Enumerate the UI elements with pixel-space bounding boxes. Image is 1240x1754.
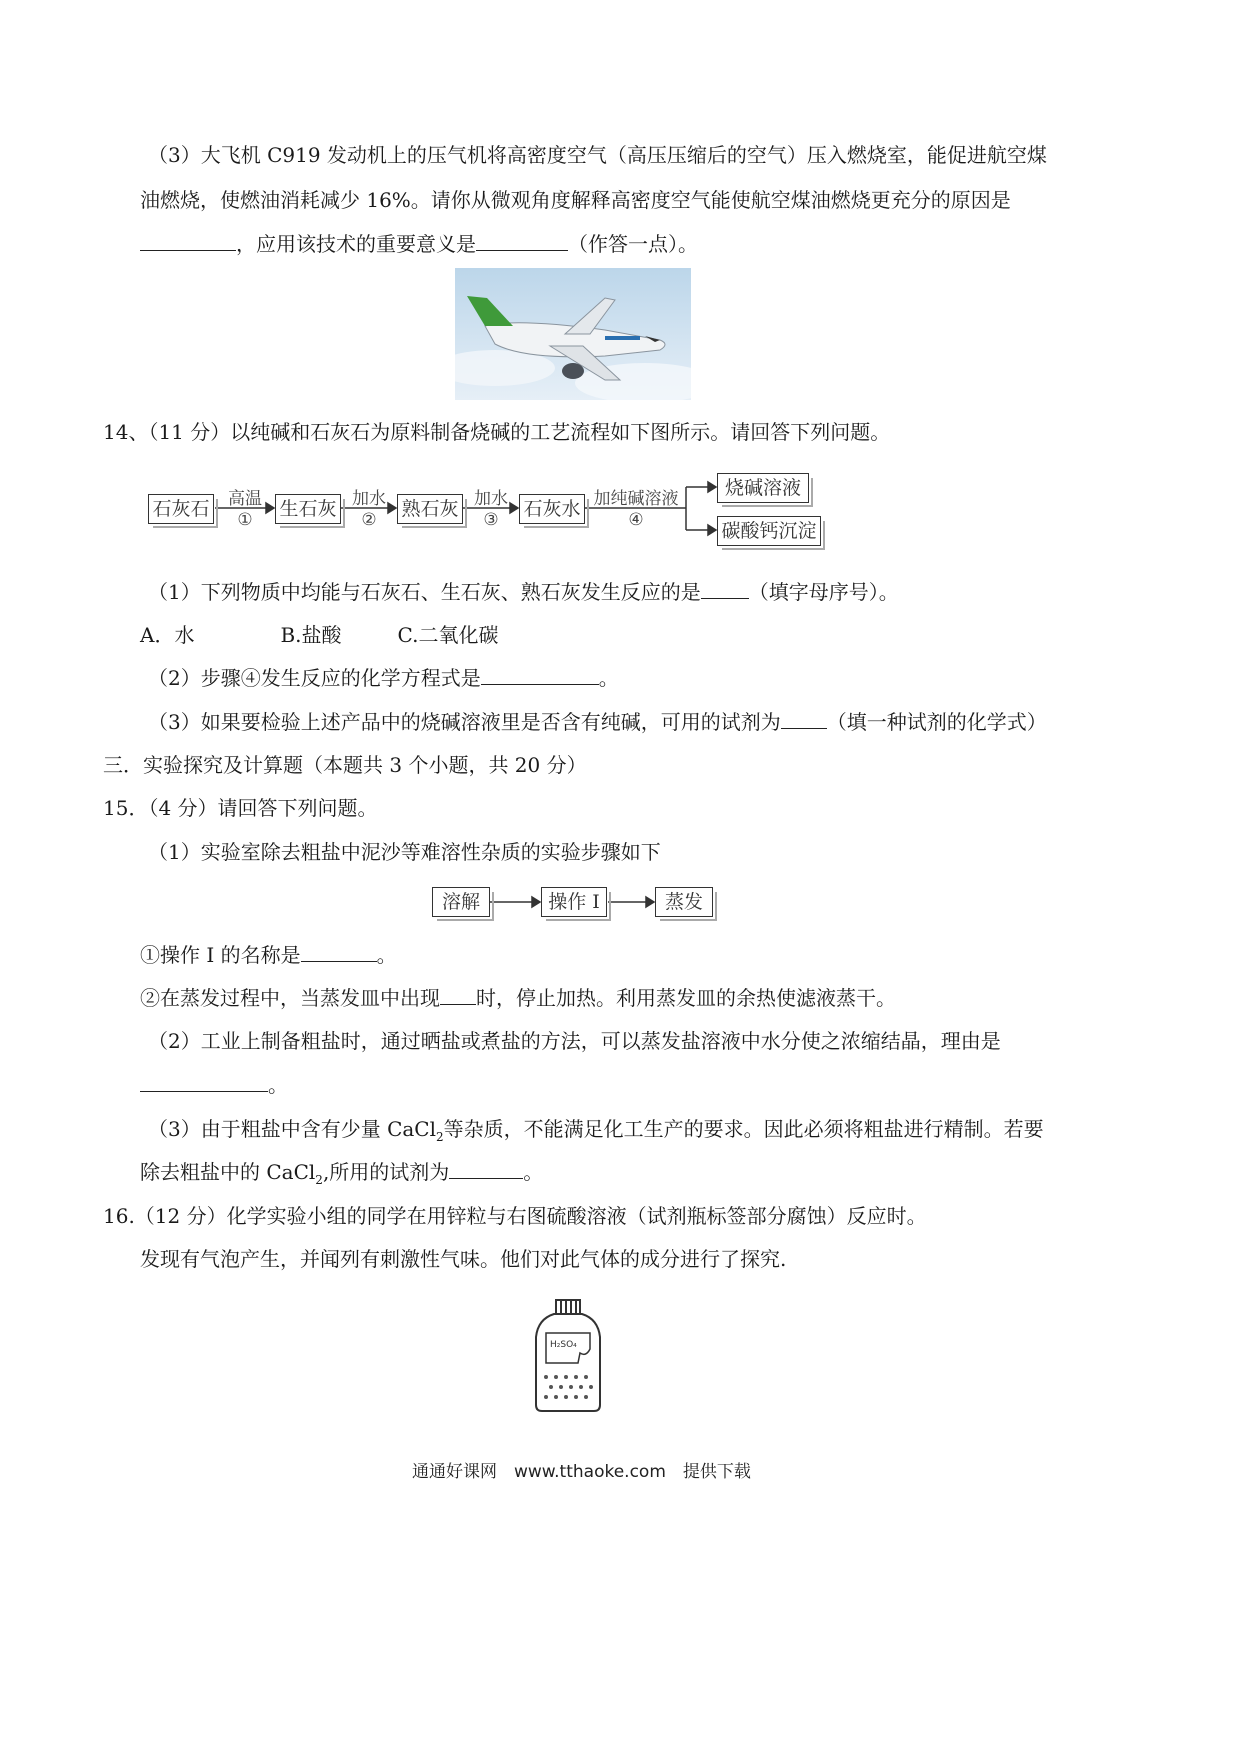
airplane-image — [455, 268, 691, 400]
step-2-num: ② — [361, 510, 377, 530]
q14-p2-end: 。 — [598, 666, 619, 690]
answer-blank[interactable] — [449, 1158, 523, 1179]
q15-p2-cont — [140, 1071, 288, 1099]
answer-blank[interactable] — [476, 230, 568, 251]
q15-flow-diagram — [432, 884, 722, 924]
step-4-num: ④ — [628, 510, 644, 530]
q14-p2-text: （2）步骤④发生反应的化学方程式是 — [148, 666, 481, 690]
q15-s1 — [140, 941, 397, 969]
flow-box-evaporate: 蒸发 — [655, 887, 713, 917]
flow-box-caustic-soda: 烧碱溶液 — [717, 473, 809, 503]
flow-box-operation-1: 操作 I — [541, 887, 607, 917]
q15-s1-text: ①操作 I 的名称是 — [140, 943, 301, 967]
step-4-label: 加纯碱溶液 — [593, 489, 679, 509]
q13-3-line3-end: （作答一点）。 — [568, 232, 698, 256]
answer-blank[interactable] — [301, 941, 377, 962]
q15-p1: （1）实验室除去粗盐中泥沙等难溶性杂质的实验步骤如下 — [148, 840, 661, 864]
q15-s2 — [140, 984, 896, 1012]
flow-box-lime-water: 石灰水 — [519, 494, 585, 524]
reagent-bottle-image — [528, 1297, 608, 1417]
q14-p3 — [148, 708, 1047, 736]
q15-p3-end: 。 — [523, 1160, 544, 1184]
option-c: C.二氧化碳 — [397, 623, 499, 647]
subscript: 2 — [315, 1173, 323, 1187]
page-footer: 通通好课网 www.tthaoke.com 提供下载 — [412, 1462, 751, 1482]
flow-box-quicklime: 生石灰 — [275, 494, 341, 524]
q14-p3-text: （3）如果要检验上述产品中的烧碱溶液里是否含有纯碱，可用的试剂为 — [148, 710, 781, 734]
q15-p3-text-a: （3）由于粗盐中含有少量 CaCl — [148, 1117, 437, 1141]
q14-p3-end: （填一种试剂的化学式） — [826, 710, 1047, 734]
q14-options — [140, 621, 498, 649]
q14-stem: 14、（11 分）以纯碱和石灰石为原料制备烧碱的工艺流程如下图所示。请回答下列问题。 — [103, 420, 891, 444]
q15-p2-end: 。 — [268, 1073, 288, 1097]
answer-blank[interactable] — [440, 984, 476, 1005]
option-b: B.盐酸 — [280, 623, 342, 647]
q14-p2 — [148, 664, 619, 692]
q13-3-line1: （3）大飞机 C919 发动机上的压气机将高密度空气（高压压缩后的空气）压入燃烧室，能促进航空煤 — [148, 143, 1047, 167]
answer-blank[interactable] — [701, 578, 749, 599]
answer-blank[interactable] — [140, 230, 236, 251]
step-2-label: 加水 — [352, 489, 386, 509]
q15-p3-text-d: ,所用的试剂为 — [322, 1160, 450, 1184]
subscript: 2 — [436, 1130, 444, 1144]
answer-blank[interactable] — [140, 1071, 268, 1092]
answer-blank[interactable] — [781, 708, 827, 729]
q14-p1-end: （填字母序号）。 — [748, 580, 899, 604]
q15-s2-text-a: ②在蒸发过程中，当蒸发皿中出现 — [140, 986, 440, 1010]
flow-box-caco3: 碳酸钙沉淀 — [717, 516, 821, 546]
step-1-num: ① — [237, 510, 253, 530]
q15-p3-text-b: 等杂质，不能满足化工生产的要求。因此必须将粗盐进行精制。若要 — [443, 1117, 1044, 1141]
step-3-label: 加水 — [474, 489, 508, 509]
q16-line2: 发现有气泡产生，并闻列有刺激性气味。他们对此气体的成分进行了探究. — [140, 1247, 787, 1271]
q14-flow-diagram — [148, 470, 828, 550]
q15-p3-cont — [140, 1158, 543, 1194]
q14-p1 — [148, 578, 899, 606]
q15-p3-text-c: 除去粗盐中的 CaCl — [140, 1160, 316, 1184]
q13-3-line2: 油燃烧，使燃油消耗减少 16%。请你从微观角度解释高密度空气能使航空煤油燃烧更充分的原因是 — [140, 188, 1011, 212]
q16-line1: 16.（12 分）化学实验小组的同学在用锌粒与右图硫酸溶液（试剂瓶标签部分腐蚀）反应时。 — [103, 1204, 927, 1228]
bottle-label-text: H₂SO₄ — [550, 1340, 577, 1350]
q15-p3 — [148, 1115, 1044, 1151]
q15-s1-end: 。 — [376, 943, 397, 967]
q13-3-line3 — [140, 230, 698, 258]
step-3-num: ③ — [483, 510, 499, 530]
q15-stem: 15．（4 分）请回答下列问题。 — [103, 796, 378, 820]
q15-s2-text-b: 时，停止加热。利用蒸发皿的余热使滤液蒸干。 — [476, 986, 896, 1010]
flow-box-limestone: 石灰石 — [148, 494, 214, 524]
flow-box-dissolve: 溶解 — [432, 887, 490, 917]
q14-p1-text: （1）下列物质中均能与石灰石、生石灰、熟石灰发生反应的是 — [148, 580, 701, 604]
option-a: A．水 — [140, 623, 195, 647]
step-1-label: 高温 — [228, 489, 262, 509]
q15-p2: （2）工业上制备粗盐时，通过晒盐或煮盐的方法，可以蒸发盐溶液中水分使之浓缩结晶，理由是 — [148, 1029, 1001, 1053]
q13-3-line3-text: ，应用该技术的重要意义是 — [236, 232, 476, 256]
flow-box-slaked-lime: 熟石灰 — [397, 494, 463, 524]
section-3-heading: 三．实验探究及计算题（本题共 3 个小题，共 20 分） — [103, 753, 587, 777]
answer-blank[interactable] — [481, 664, 599, 685]
